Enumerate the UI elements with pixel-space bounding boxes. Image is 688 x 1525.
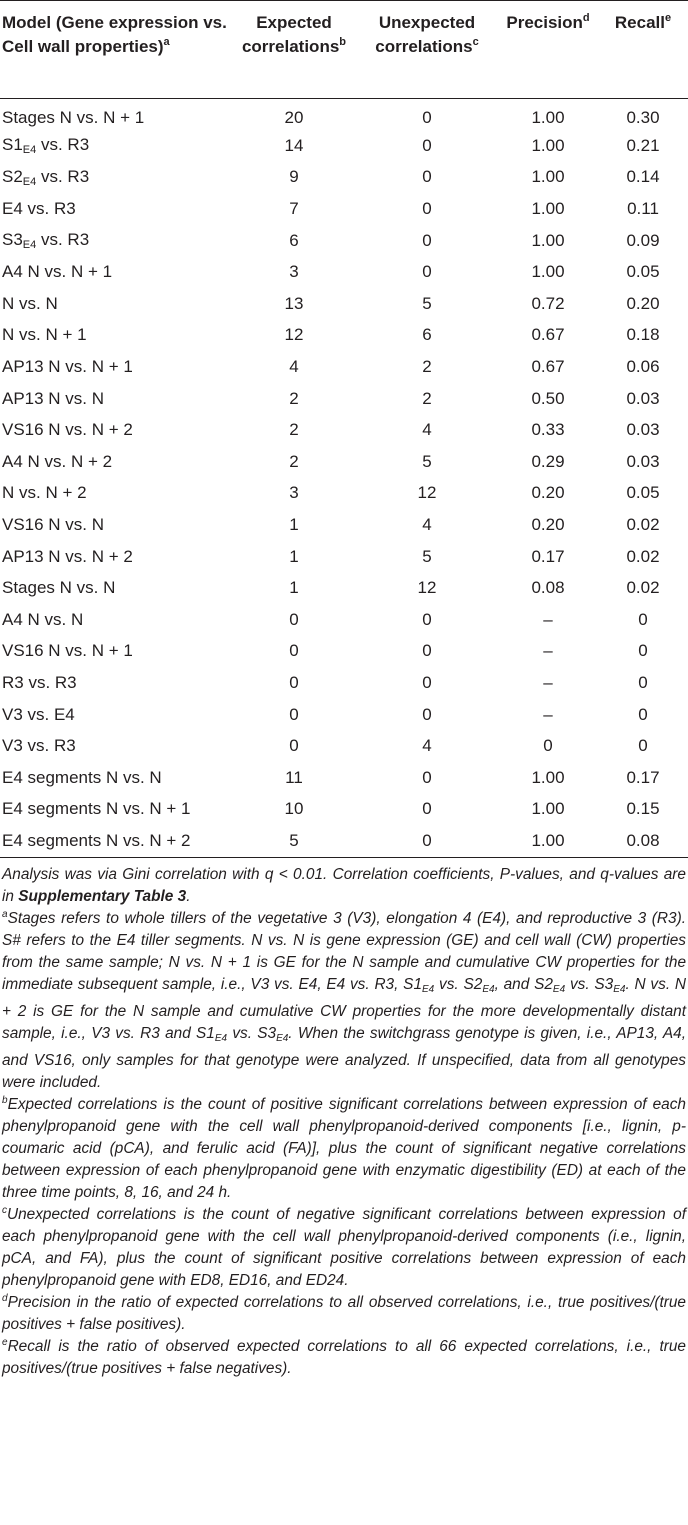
cell-expected: 4 <box>289 357 299 377</box>
cell-unexpected: 5 <box>422 546 432 566</box>
cell-recall: 0.21 <box>626 135 660 155</box>
header-model: Model (Gene expression vs. Cell wall properties)$^a$ <box>2 13 227 56</box>
cell-recall: 0.20 <box>626 293 660 313</box>
cell-expected: 2 <box>289 420 299 440</box>
cell-model: R3 vs. R3 <box>2 672 77 692</box>
cell-expected: 13 <box>284 293 304 313</box>
cell-precision: 1.00 <box>531 135 565 155</box>
cell-precision: 1.00 <box>531 107 565 127</box>
table-row <box>0 320 688 352</box>
cell-expected: 6 <box>289 230 299 250</box>
table-row <box>0 730 688 762</box>
cell-precision: 0.29 <box>531 451 565 471</box>
table-row <box>0 604 688 636</box>
table-row <box>0 478 688 510</box>
table-row <box>0 762 688 794</box>
header-unexpected: Unexpected correlations$^c$ <box>375 13 479 56</box>
cell-precision: 0.20 <box>531 515 565 535</box>
table-row <box>0 414 688 446</box>
table-row <box>0 383 688 415</box>
cell-recall: 0.11 <box>627 199 659 219</box>
cell-expected: 2 <box>289 388 299 408</box>
footnote-analysis: Analysis was via Gini correlation with q < 0.01. Correlation coefficients, P-values, and q-values are in Supplementary Table 3. <box>2 865 686 905</box>
cell-model: VS16 N vs. N + 1 <box>2 641 133 661</box>
cell-expected: 1 <box>289 515 299 535</box>
cell-unexpected: 0 <box>422 199 432 219</box>
cell-expected: 0 <box>289 672 299 692</box>
cell-precision: 1.00 <box>531 167 565 187</box>
cell-expected: 20 <box>284 107 304 127</box>
cell-unexpected: 12 <box>417 578 437 598</box>
cell-model: VS16 N vs. N <box>2 515 105 535</box>
cell-model: A4 N vs. N <box>2 609 84 629</box>
cell-precision: – <box>543 672 553 692</box>
cell-model: E4 segments N vs. N + 1 <box>2 799 191 819</box>
cell-precision: 0.50 <box>531 388 565 408</box>
cell-model: AP13 N vs. N + 1 <box>2 357 133 377</box>
cell-recall: 0.02 <box>626 546 660 566</box>
cell-model: V3 vs. E4 <box>2 704 75 724</box>
table-row <box>0 130 688 162</box>
cell-unexpected: 0 <box>422 767 432 787</box>
cell-unexpected: 0 <box>422 609 432 629</box>
cell-model: AP13 N vs. N <box>2 388 105 408</box>
cell-precision: – <box>543 704 553 724</box>
cell-unexpected: 2 <box>422 388 432 408</box>
header-precision: Precision$^d$ <box>506 12 590 32</box>
cell-precision: 0.08 <box>531 578 565 598</box>
cell-recall: 0 <box>638 609 648 629</box>
cell-recall: 0.03 <box>626 388 660 408</box>
cell-precision: 0.20 <box>531 483 565 503</box>
cell-expected: 2 <box>289 451 299 471</box>
cell-precision: – <box>543 641 553 661</box>
cell-recall: 0.02 <box>626 578 660 598</box>
cell-unexpected: 4 <box>422 420 432 440</box>
cell-unexpected: 5 <box>422 293 432 313</box>
cell-recall: 0.08 <box>626 830 660 850</box>
cell-model: VS16 N vs. N + 2 <box>2 420 133 440</box>
cell-expected: 0 <box>289 704 299 724</box>
table-row <box>0 794 688 826</box>
cell-unexpected: 12 <box>417 483 437 503</box>
cell-recall: 0.14 <box>626 167 660 187</box>
cell-precision: 1.00 <box>531 262 565 282</box>
cell-precision: 0.67 <box>531 357 565 377</box>
cell-model: Stages N vs. N <box>2 578 116 598</box>
cell-unexpected: 4 <box>422 515 432 535</box>
cell-unexpected: 0 <box>422 641 432 661</box>
cell-unexpected: 0 <box>422 672 432 692</box>
cell-precision: 1.00 <box>531 767 565 787</box>
cell-recall: 0.18 <box>626 325 660 345</box>
table-row <box>0 256 688 288</box>
footnote-e: $^e$Recall is the ratio of observed expected correlations to all 66 expected correlations, i.e., true positives/(true positives + false negatives). <box>2 1336 686 1377</box>
cell-model: A4 N vs. N + 2 <box>2 451 113 471</box>
cell-recall: 0.05 <box>626 262 660 282</box>
cell-precision: 1.00 <box>531 830 565 850</box>
cell-model: E4 vs. R3 <box>2 199 76 219</box>
cell-recall: 0.06 <box>626 357 660 377</box>
cell-unexpected: 0 <box>422 107 432 127</box>
header-expected: Expected correlations$^b$ <box>241 13 347 56</box>
footnote-d: $^d$Precision in the ratio of expected correlations to all observed correlations, i.e., true positives/(true positives + false positives). <box>2 1292 686 1333</box>
cell-unexpected: 0 <box>422 262 432 282</box>
cell-recall: 0.09 <box>626 230 660 250</box>
cell-recall: 0 <box>638 736 648 756</box>
cell-model: AP13 N vs. N + 2 <box>2 546 133 566</box>
footnote-a: $^a$Stages refers to whole tillers of the vegetative 3 (V3), elongation 4 (E4), and reproductive 3 (R3). S# refers to the E4 tiller segments. N vs. N is gene expression (GE) and cell wall (CW) properties from the same sample; N vs. N + 1 is GE for the N sample and cumulative CW properties for the immediate subsequent sample, i.e., V3 vs. E4, E4 vs. R3, $S1_{E4}$ vs. $S2_{E4}$, and $S2_{E4}$ vs. $S3_{E4}$. N vs. N + 2 is GE for the N sample and cumulative CW properties for the more developmentally distant sample, i.e., V3 vs. R3 and $S1_{E4}$ vs. $S3_{E4}$. When the switchgrass genotype is given, i.e., AP13, A4, and VS16, only samples for that genotype were analyzed. If unspecified, data from all genotypes were included. <box>2 908 687 1091</box>
table-row <box>0 509 688 541</box>
cell-expected: 14 <box>284 135 304 155</box>
cell-recall: 0.15 <box>626 799 660 819</box>
cell-expected: 7 <box>289 199 299 219</box>
cell-model: V3 vs. R3 <box>2 736 76 756</box>
cell-expected: 1 <box>289 578 299 598</box>
cell-expected: 1 <box>289 546 299 566</box>
table-row <box>0 541 688 573</box>
cell-unexpected: 0 <box>422 830 432 850</box>
cell-precision: 0.17 <box>531 546 565 566</box>
cell-expected: 0 <box>289 609 299 629</box>
cell-expected: 9 <box>289 167 299 187</box>
table-footnotes <box>0 858 688 1380</box>
cell-expected: 0 <box>289 641 299 661</box>
cell-model: $S3_{E4}$ vs. R3 <box>2 230 90 252</box>
cell-expected: 3 <box>289 262 299 282</box>
table-body <box>0 99 688 857</box>
footnote-c: $^c$Unexpected correlations is the count of negative significant correlations between expression of each phenylpropanoid gene with the cell wall phenylpropanoid-derived components (i.e., lignin, pCA, and FA), plus the count of significant positive correlations between expression of each phenylpropanoid gene with ED8, ED16, and ED24. <box>2 1204 686 1289</box>
cell-unexpected: 5 <box>422 451 432 471</box>
cell-precision: 0 <box>543 736 553 756</box>
cell-model: Stages N vs. N + 1 <box>2 107 145 127</box>
cell-recall: 0.03 <box>626 451 660 471</box>
cell-model: N vs. N <box>2 293 58 313</box>
cell-unexpected: 2 <box>422 357 432 377</box>
cell-precision: 0.72 <box>531 293 565 313</box>
cell-unexpected: 0 <box>422 135 432 155</box>
cell-recall: 0 <box>638 672 648 692</box>
cell-model: E4 segments N vs. N + 2 <box>2 830 191 850</box>
cell-model: E4 segments N vs. N <box>2 767 162 787</box>
table-row <box>0 699 688 731</box>
cell-unexpected: 0 <box>422 799 432 819</box>
cell-recall: 0 <box>638 641 648 661</box>
cell-unexpected: 0 <box>422 704 432 724</box>
cell-recall: 0.03 <box>626 420 660 440</box>
cell-model: $S1_{E4}$ vs. R3 <box>2 135 90 157</box>
cell-precision: – <box>543 609 553 629</box>
table-row <box>0 162 688 194</box>
table-row <box>0 636 688 668</box>
cell-model: A4 N vs. N + 1 <box>2 262 113 282</box>
cell-precision: 1.00 <box>531 230 565 250</box>
cell-expected: 3 <box>289 483 299 503</box>
cell-unexpected: 4 <box>422 736 432 756</box>
footnote-b: $^b$Expected correlations is the count of positive significant correlations between expression of each phenylpropanoid gene with the cell wall phenylpropanoid-derived components [i.e., lignin, p-coumaric acid (pCA), and ferulic acid (FA)], plus the count of significant negative correlations between expression of each phenylpropanoid gene with enzymatic digestibility (ED) at each of the three time points, 8, 16, and 24 h. <box>2 1094 686 1201</box>
cell-recall: 0 <box>638 704 648 724</box>
table-row <box>0 446 688 478</box>
table-row <box>0 825 688 857</box>
cell-model: N vs. N + 1 <box>2 325 87 345</box>
table-row <box>0 351 688 383</box>
table-row <box>0 288 688 320</box>
table-row <box>0 225 688 257</box>
cell-expected: 12 <box>284 325 304 345</box>
cell-model: $S2_{E4}$ vs. R3 <box>2 166 90 188</box>
table-row <box>0 572 688 604</box>
cell-unexpected: 0 <box>422 230 432 250</box>
cell-unexpected: 6 <box>422 325 432 345</box>
cell-expected: 5 <box>289 830 299 850</box>
header-row <box>0 1 688 99</box>
header-recall: Recall$^e$ <box>614 12 672 32</box>
cell-expected: 10 <box>284 799 304 819</box>
cell-precision: 0.67 <box>531 325 565 345</box>
cell-model: N vs. N + 2 <box>2 483 87 503</box>
cell-precision: 1.00 <box>531 199 565 219</box>
cell-expected: 0 <box>289 736 299 756</box>
table-row <box>0 99 688 131</box>
cell-precision: 1.00 <box>531 799 565 819</box>
cell-recall: 0.17 <box>626 767 660 787</box>
table-row <box>0 667 688 699</box>
cell-unexpected: 0 <box>422 167 432 187</box>
cell-precision: 0.33 <box>531 420 565 440</box>
table-header <box>0 1 688 99</box>
cell-recall: 0.02 <box>626 515 660 535</box>
table-row <box>0 193 688 225</box>
cell-recall: 0.30 <box>626 107 660 127</box>
cell-recall: 0.05 <box>626 483 660 503</box>
cell-expected: 11 <box>285 767 303 787</box>
